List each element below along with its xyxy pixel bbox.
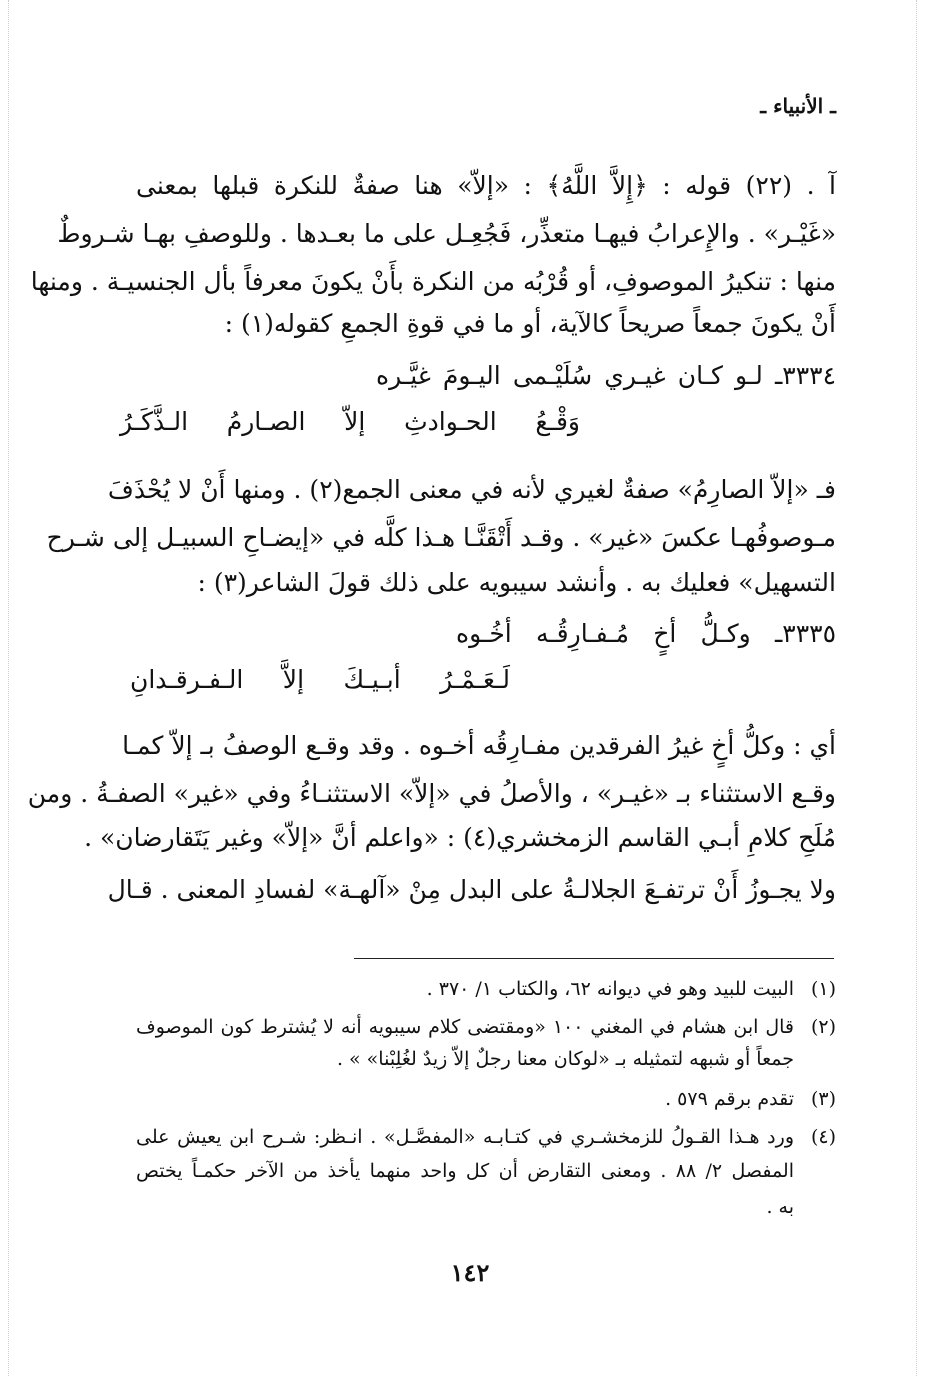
footnote-4-line-1: ورد هـذا القـولُ للزمخشـري في كتـابـه «المفصَّـل» . انـظر: شـرح ابن يعيش على	[136, 1126, 794, 1148]
paragraph-1-line-2: «غَيْـر» . والإِعرابُ فيهـا متعذِّر، فَجُعِـل على ما بعـدها . وللوصفِ بهـا شـروطٌ	[57, 219, 836, 248]
footnote-2-line-1: قال ابن هشام في المغني ١٠٠ «ومقتضى كلام سيبويه أنه لا يُشترط كون الموصوف	[136, 1016, 794, 1038]
paragraph-2-line-2: مـوصوفُهـا عكسَ «غير» . وقـد أَتْقَنَّـا هـذا كلَّه في «إيضـاحِ السبيـل إلى شـرح	[46, 523, 836, 552]
footnote-1-line-1: البيت للبيد وهو في ديوانه ٦٢، والكتاب ١/ ٣٧٠ .	[426, 978, 794, 1000]
footnote-4-line-3: به .	[766, 1196, 794, 1218]
paragraph-3-line-1: أي : وكلُّ أخٍ غيرُ الفرقدين مفـارِقُه أخـوه . وقد وقـع الوصفُ بـ إلاّ كمـا	[122, 731, 836, 760]
paragraph-3-line-2: وقـع الاستثناء بـ «غيـر» ، والأصلُ في «إلاّ» الاستثنـاءُ وفي «غير» الصفـةُ . ومن	[27, 779, 836, 808]
poem-3335-line-1: ٣٣٣٥ـ وكـلُّ أخٍ مُـفـارِقُـه أخُـوه	[456, 619, 836, 648]
poem-3334-line-1: ٣٣٣٤ـ لـو كـان غيـري سُلَيْـمى اليـومَ غيَّـره	[376, 361, 836, 390]
footnote-3-number: (٣)	[810, 1088, 836, 1110]
footnote-4-line-2: المفصل ٢/ ٨٨ . ومعنى التقارض أن كل واحد منهما يأخذ من الآخر حكمـاً يختص	[136, 1160, 794, 1182]
paragraph-1-line-3: منها : تنكيرُ الموصوفِ، أو قُرْبُه من النكرة بأَنْ يكونَ معرفاً بأل الجنسيـة . ومنها	[30, 267, 836, 296]
left-scan-edge	[8, 0, 9, 1376]
footnote-2-line-2: جمعاً أو شبهه لتمثيله بـ «لوكان معنا رجلٌ إلاّ زيدٌ لغُلِبْنا» » .	[336, 1048, 794, 1070]
paragraph-2-line-3: التسهيل» فعليك به . وأنشد سيبويه على ذلك قولَ الشاعر(٣) :	[197, 568, 836, 597]
footnote-1-number: (١)	[810, 978, 836, 1000]
right-scan-edge	[916, 0, 917, 1376]
paragraph-3-line-3: مُلَحِ كلامِ أبـي القاسم الزمخشري(٤) : «واعلم أنَّ «إلاّ» وغير يَتَقارضان» .	[84, 823, 836, 852]
paragraph-4-line-1: ولا يجـوزُ أَنْ ترتفـعَ الجلالـةُ على البدل مِنْ «آلهـة» لفسادِ المعنى . قـال	[107, 875, 836, 904]
footnote-3-line-1: تقدم برقم ٥٧٩ .	[665, 1088, 794, 1110]
poem-3334-line-2: وَقْـعُ الحـوادثِ إلاّ الصـارمُ الـذَّكَـرُ	[120, 407, 580, 436]
paragraph-2-line-1: فـ «إلاّ الصارِمُ» صفةٌ لغيري لأنه في معنى الجمع(٢) . ومنها أَنْ لا يُحْذَفَ	[107, 475, 836, 504]
page-number: ١٤٢	[450, 1258, 490, 1287]
footnote-separator	[354, 958, 834, 959]
paragraph-1-line-4: أَنْ يكونَ جمعاً صريحاً كالآية، أو ما في قوةِ الجمعِ كقوله(١) :	[224, 309, 836, 338]
footnote-2-number: (٢)	[810, 1016, 836, 1038]
running-header: ـ الأنبياء ـ	[760, 94, 836, 118]
poem-3335-line-2: لَـعَـمْـرُ أبـيـكَ إلاَّ الـفـرقـدانِ	[130, 665, 510, 694]
footnote-4-number: (٤)	[810, 1126, 836, 1148]
paragraph-1-line-1: آ . (٢٢) قوله : ﴿إِلاَّ اللَّهُ﴾ : «إلاّ» هنا صفةٌ للنكرة قبلها بمعنى	[136, 171, 836, 200]
